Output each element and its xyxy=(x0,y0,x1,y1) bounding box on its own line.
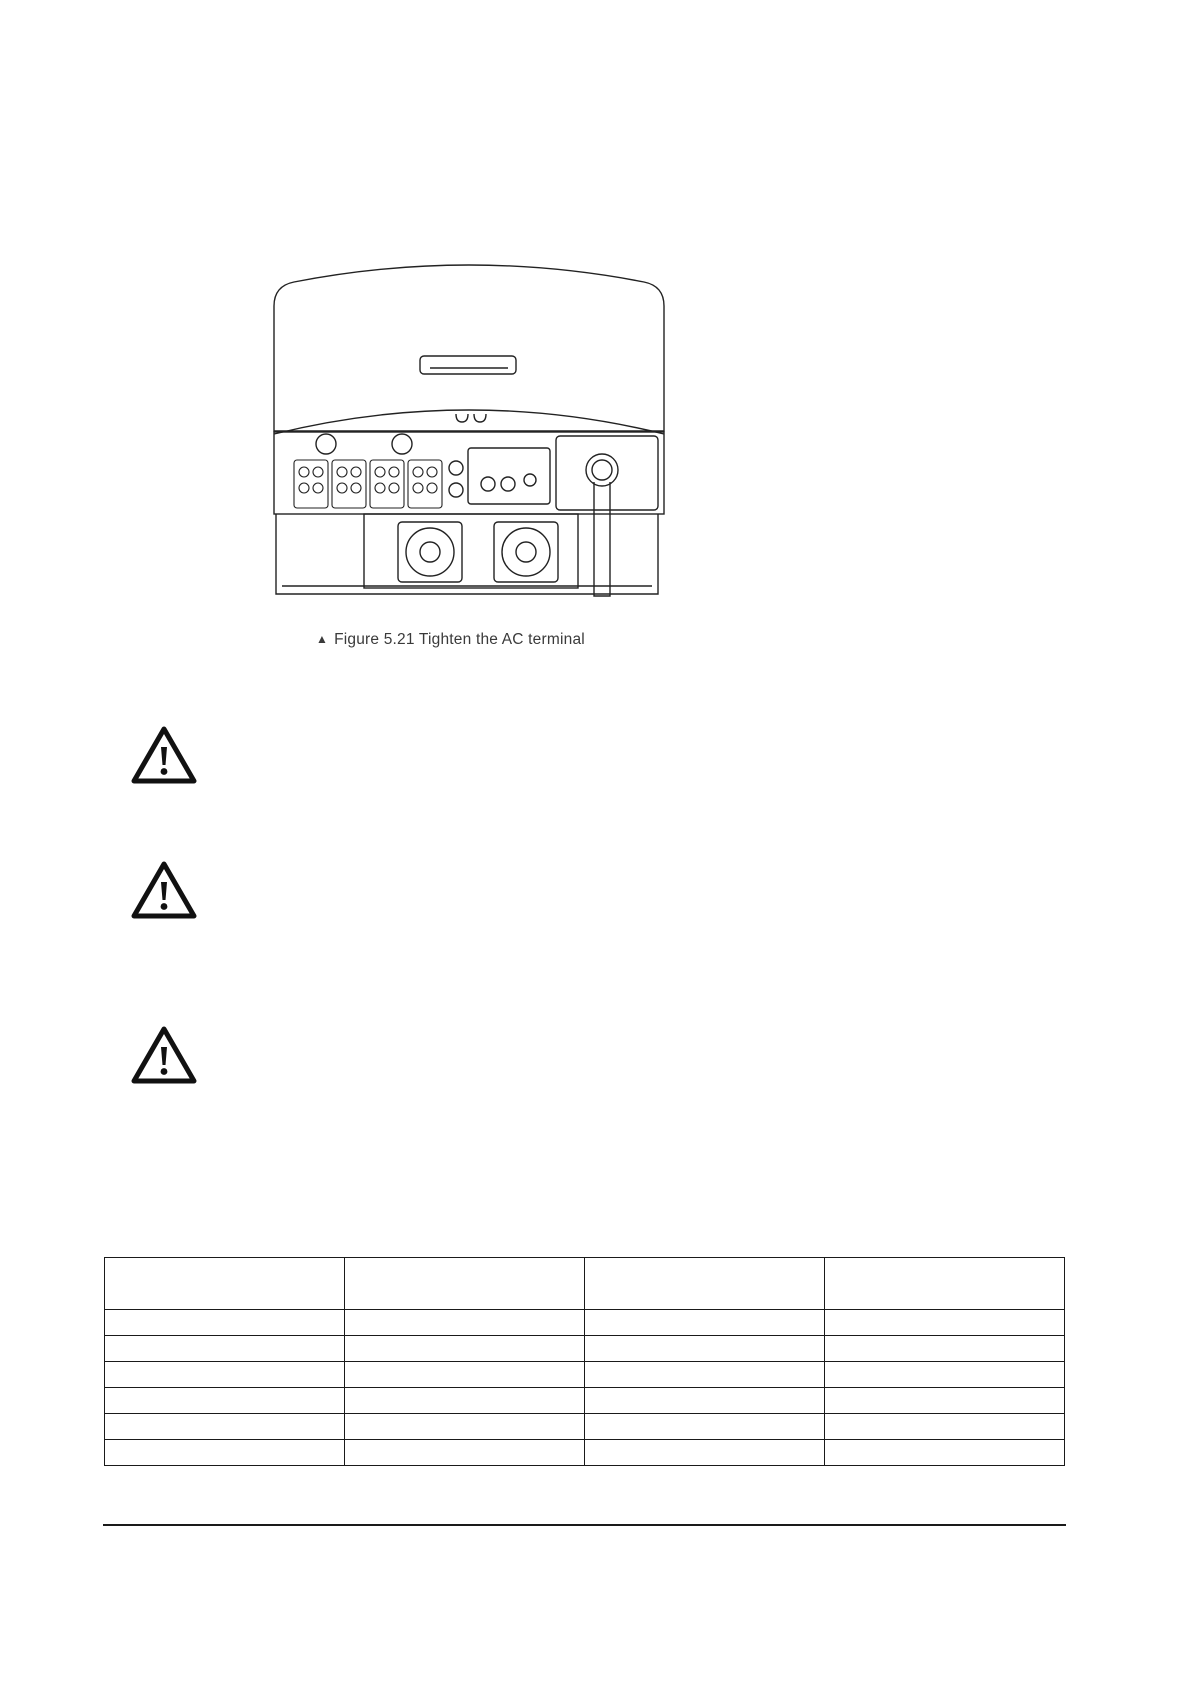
table-row xyxy=(105,1388,1065,1414)
figure-caption xyxy=(316,631,585,649)
table-cell xyxy=(825,1414,1065,1440)
table-cell xyxy=(345,1336,585,1362)
warning-triangle-icon xyxy=(130,1025,198,1085)
warning-triangle-icon xyxy=(130,860,198,920)
inverter-illustration-icon xyxy=(272,256,666,612)
table-cell xyxy=(345,1440,585,1466)
caption-marker: ▲ xyxy=(316,632,329,646)
table-cell xyxy=(105,1388,345,1414)
table-cell xyxy=(585,1414,825,1440)
spec-table xyxy=(104,1257,1065,1466)
table-header-cell xyxy=(105,1258,345,1310)
table-header-cell xyxy=(585,1258,825,1310)
table-cell xyxy=(825,1362,1065,1388)
table-cell xyxy=(345,1388,585,1414)
caption-text: Figure 5.21 Tighten the AC terminal xyxy=(334,631,585,648)
table-header-row xyxy=(105,1258,1065,1310)
table-cell xyxy=(345,1414,585,1440)
table-cell xyxy=(585,1440,825,1466)
table-cell xyxy=(345,1362,585,1388)
table-cell xyxy=(585,1362,825,1388)
table-cell xyxy=(105,1414,345,1440)
table-header-cell xyxy=(345,1258,585,1310)
table-cell xyxy=(105,1310,345,1336)
table-cell xyxy=(105,1440,345,1466)
table-row xyxy=(105,1310,1065,1336)
table-cell xyxy=(105,1336,345,1362)
table-cell xyxy=(825,1388,1065,1414)
table-cell xyxy=(825,1336,1065,1362)
table-row xyxy=(105,1362,1065,1388)
table-row xyxy=(105,1440,1065,1466)
table-row xyxy=(105,1414,1065,1440)
table-header-cell xyxy=(825,1258,1065,1310)
table-cell xyxy=(105,1362,345,1388)
warning-triangle-icon xyxy=(130,725,198,785)
table-row xyxy=(105,1336,1065,1362)
footer-divider xyxy=(103,1524,1066,1526)
table-cell xyxy=(825,1440,1065,1466)
table-cell xyxy=(585,1388,825,1414)
table-cell xyxy=(345,1310,585,1336)
table-cell xyxy=(585,1336,825,1362)
table-cell xyxy=(585,1310,825,1336)
table-cell xyxy=(825,1310,1065,1336)
